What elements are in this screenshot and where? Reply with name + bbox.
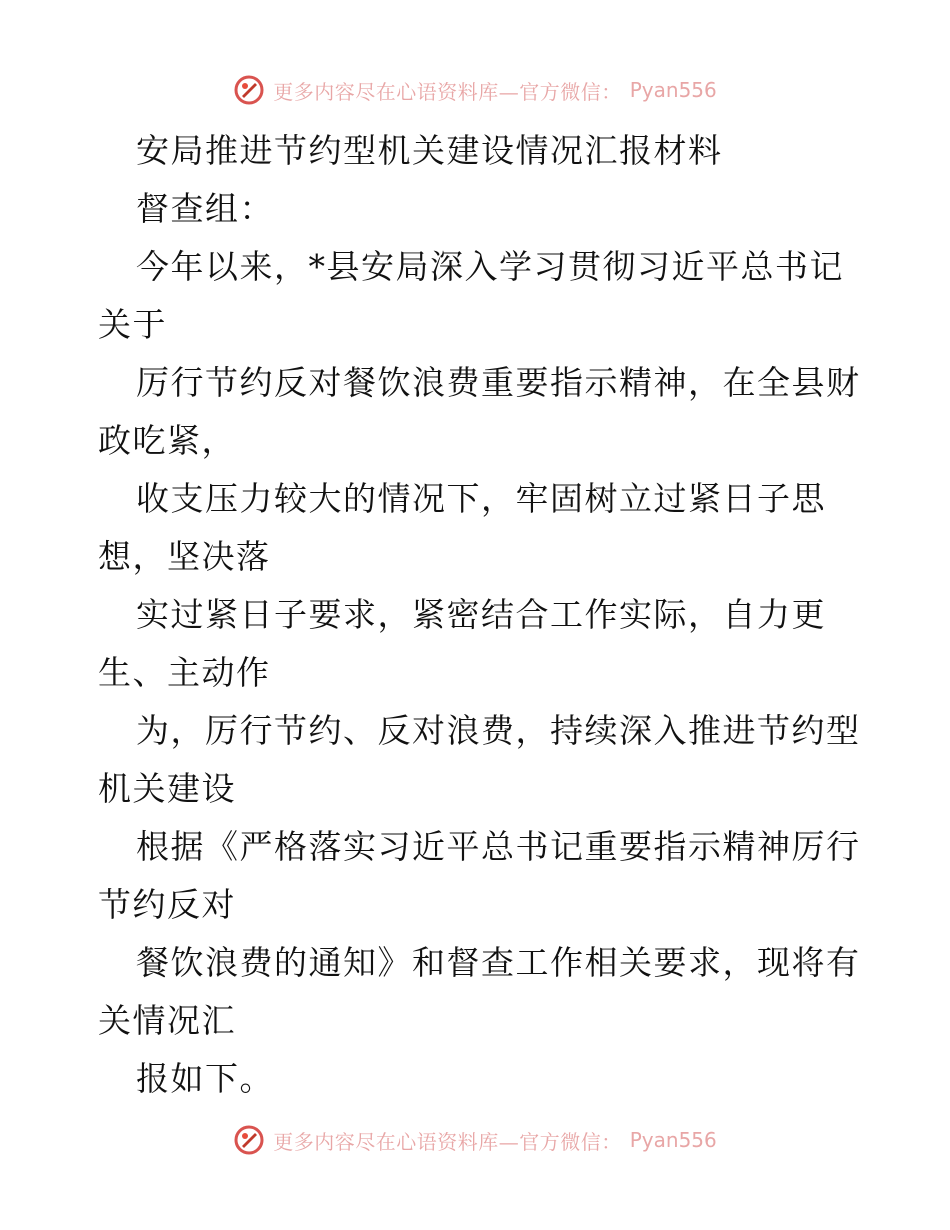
document-body [98,122,861,1108]
watermark-header [0,70,950,110]
paragraph-line: 实过紧日子要求，紧密结合工作实际，自力更 [136,595,826,634]
paragraph-line: 厉行节约反对餐饮浪费重要指示精神，在全县财 [136,363,861,402]
salutation: 督查组： [136,189,274,228]
paragraph-line: 根据《严格落实习近平总书记重要指示精神厉行 [136,827,861,866]
paragraph-line: 生、主动作 [98,653,271,692]
quill-emblem-icon [233,1124,265,1156]
paragraph-line: 关情况汇 [98,1001,236,1040]
paragraph-line: 报如下。 [136,1059,274,1098]
watermark-text: 更多内容尽在心语资料库—官方微信： [273,79,622,104]
watermark-id: Pyan556 [629,78,717,102]
watermark-id: Pyan556 [629,1128,717,1152]
paragraph-line: 收支压力较大的情况下，牢固树立过紧日子思 [136,479,826,518]
paragraph-line: 政吃紧， [98,421,236,460]
paragraph-line: 为，厉行节约、反对浪费，持续深入推进节约型 [136,711,861,750]
watermark-footer [0,1120,950,1160]
paragraph-line: 想，坚决落 [98,537,271,576]
paragraph-line: 餐饮浪费的通知》和督查工作相关要求，现将有 [136,943,861,982]
document-title: 安局推进节约型机关建设情况汇报材料 [136,131,723,170]
paragraph-line: 关于 [98,305,167,344]
watermark-text: 更多内容尽在心语资料库—官方微信： [273,1129,622,1154]
paragraph-line: 机关建设 [98,769,236,808]
quill-emblem-icon [233,74,265,106]
paragraph-line: 今年以来，*县安局深入学习贯彻习近平总书记 [136,247,844,286]
paragraph-line: 节约反对 [98,885,236,924]
